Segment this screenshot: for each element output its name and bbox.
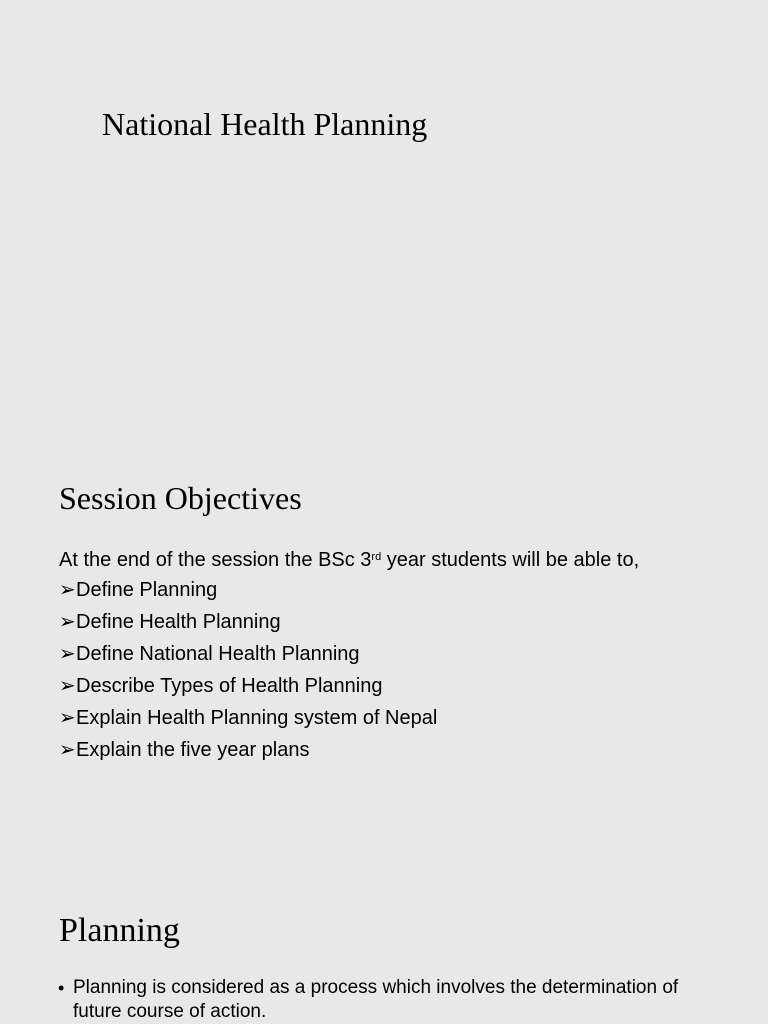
objective-item (59, 738, 709, 770)
arrow-bullet-icon: ➢ (59, 707, 76, 729)
objective-text: Describe Types of Health Planning (76, 675, 383, 697)
intro-text-end: year students will be able to, (381, 549, 640, 571)
intro-text-start: At the end of the session the BSc 3 (59, 549, 372, 571)
objective-item (59, 706, 709, 738)
objective-item (59, 674, 709, 706)
dot-bullet-icon: • (58, 978, 65, 998)
arrow-bullet-icon: ➢ (59, 611, 76, 633)
planning-heading: Planning (59, 912, 180, 949)
planning-point (58, 976, 718, 1024)
planning-point-text: Planning is considered as a process which involves the determination of future course of action. (73, 977, 679, 1022)
objective-text: Explain the five year plans (76, 739, 310, 761)
objectives-intro (59, 548, 709, 572)
objective-text: Define National Health Planning (76, 643, 360, 665)
objective-item (59, 578, 709, 610)
arrow-bullet-icon: ➢ (59, 579, 76, 601)
arrow-bullet-icon: ➢ (59, 675, 76, 697)
objective-text: Define Health Planning (76, 611, 281, 633)
objective-item (59, 642, 709, 674)
session-objectives-heading: Session Objectives (59, 480, 302, 516)
objectives-list (59, 578, 709, 770)
objectives-block (59, 548, 709, 770)
objective-item (59, 610, 709, 642)
intro-superscript: rd (371, 551, 382, 563)
presentation-title: National Health Planning (102, 106, 428, 142)
objective-text: Define Planning (76, 579, 218, 601)
arrow-bullet-icon: ➢ (59, 643, 76, 665)
arrow-bullet-icon: ➢ (59, 739, 76, 761)
objective-text: Explain Health Planning system of Nepal (76, 707, 438, 729)
